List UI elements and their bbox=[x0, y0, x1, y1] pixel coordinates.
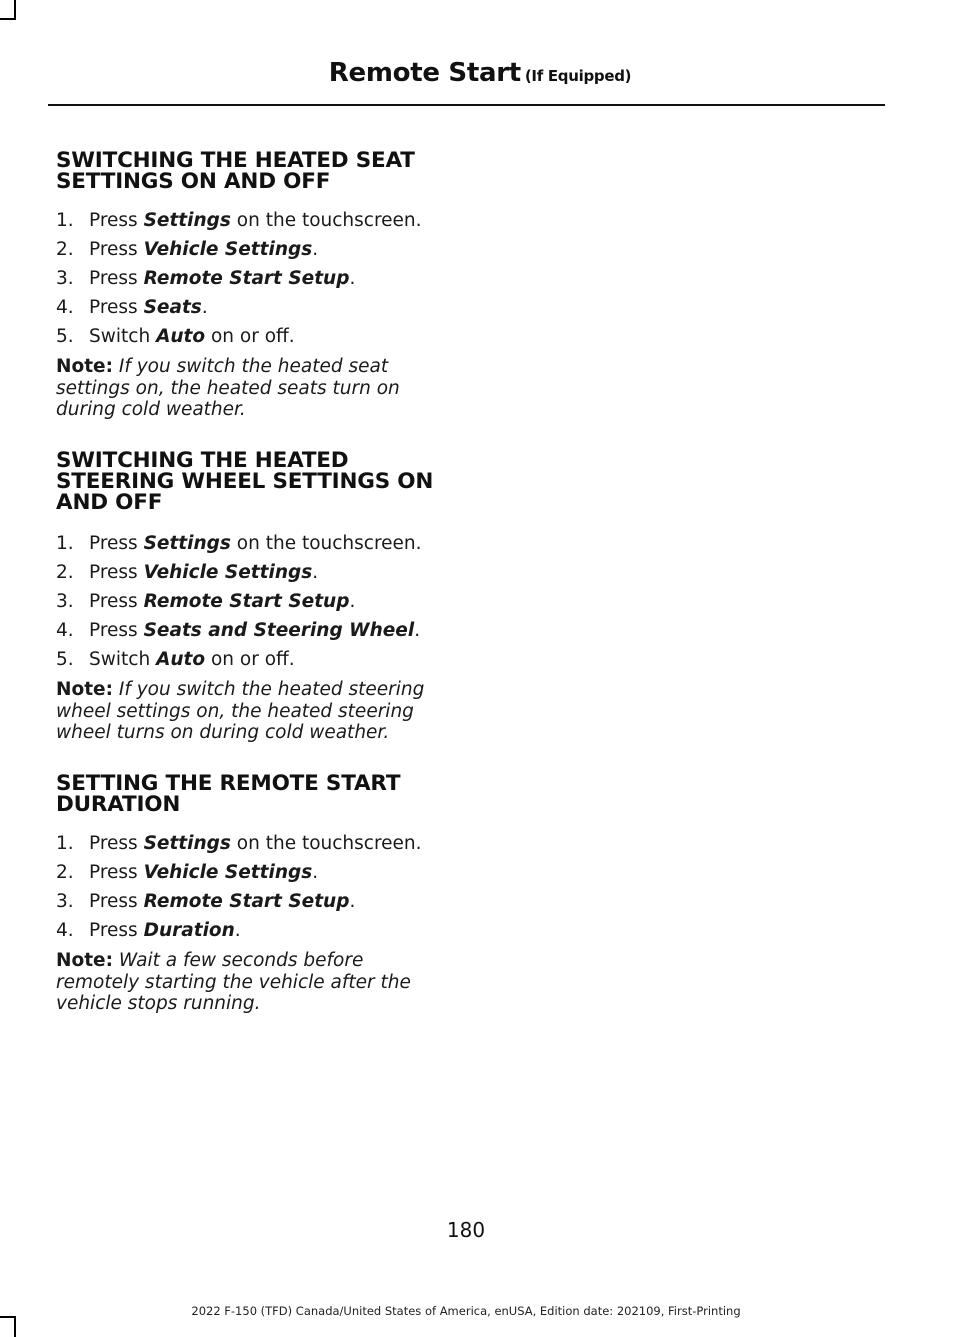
step-rest: . bbox=[414, 620, 421, 641]
step-rest: . bbox=[312, 562, 319, 583]
step-term: Remote Start Setup bbox=[143, 268, 350, 289]
step-item bbox=[56, 862, 318, 883]
step-item bbox=[56, 239, 318, 260]
step-rest: on the touchscreen. bbox=[230, 210, 422, 231]
step-number: 2. bbox=[56, 562, 74, 583]
step-number: 4. bbox=[56, 297, 74, 318]
step-term: Vehicle Settings bbox=[143, 239, 313, 260]
step-item bbox=[56, 562, 318, 583]
step-rest: . bbox=[234, 920, 241, 941]
step-item bbox=[56, 620, 420, 641]
header-subtitle: (If Equipped) bbox=[524, 67, 632, 85]
step-number: 1. bbox=[56, 210, 74, 231]
note-text: If you switch the heated seat settings on, the heated seats turn on during cold weather. bbox=[56, 356, 400, 420]
step-term: Auto bbox=[156, 326, 206, 347]
step-verb: Switch bbox=[89, 326, 151, 347]
heading-line: AND OFF bbox=[56, 490, 163, 515]
step-verb: Press bbox=[89, 620, 138, 641]
step-item bbox=[56, 297, 208, 318]
note-label: Note: bbox=[56, 950, 113, 971]
step-verb: Press bbox=[89, 533, 138, 554]
section-heading bbox=[56, 150, 456, 192]
step-term: Remote Start Setup bbox=[143, 591, 350, 612]
header-rule bbox=[48, 104, 885, 106]
step-term: Settings bbox=[143, 533, 231, 554]
step-rest: . bbox=[349, 268, 356, 289]
heading-line: STEERING WHEEL SETTINGS ON bbox=[56, 469, 434, 494]
step-number: 5. bbox=[56, 326, 74, 347]
heading-line: SWITCHING THE HEATED bbox=[56, 448, 349, 473]
note-label: Note: bbox=[56, 679, 113, 700]
step-verb: Press bbox=[89, 920, 138, 941]
step-item bbox=[56, 833, 422, 854]
step-rest: . bbox=[312, 239, 319, 260]
section-heading bbox=[56, 450, 456, 513]
crop-mark bbox=[14, 0, 16, 18]
edition-footer: 2022 F-150 (TFD) Canada/United States of America, enUSA, Edition date: 202109, First-Printing bbox=[191, 1304, 741, 1318]
step-number: 1. bbox=[56, 833, 74, 854]
note-text: If you switch the heated steering wheel settings on, the heated steering wheel turns on during cold weather. bbox=[56, 679, 425, 743]
crop-mark bbox=[14, 1318, 16, 1337]
step-number: 3. bbox=[56, 891, 74, 912]
step-item bbox=[56, 920, 241, 941]
step-verb: Press bbox=[89, 891, 138, 912]
page-header-title bbox=[0, 58, 960, 88]
step-term: Seats and Steering Wheel bbox=[143, 620, 415, 641]
step-number: 5. bbox=[56, 649, 74, 670]
heading-line: SETTINGS ON AND OFF bbox=[56, 169, 331, 194]
step-rest: on or off. bbox=[205, 649, 295, 670]
step-verb: Press bbox=[89, 268, 138, 289]
step-verb: Press bbox=[89, 562, 138, 583]
step-item bbox=[56, 268, 355, 289]
step-rest: . bbox=[349, 591, 356, 612]
step-verb: Press bbox=[89, 210, 138, 231]
step-term: Remote Start Setup bbox=[143, 891, 350, 912]
step-rest: on the touchscreen. bbox=[230, 533, 422, 554]
step-item bbox=[56, 891, 355, 912]
step-number: 3. bbox=[56, 268, 74, 289]
step-number: 1. bbox=[56, 533, 74, 554]
step-number: 4. bbox=[56, 920, 74, 941]
note bbox=[56, 950, 451, 1015]
step-number: 2. bbox=[56, 239, 74, 260]
step-term: Duration bbox=[143, 920, 235, 941]
page-number: 180 bbox=[446, 1218, 486, 1242]
heading-line: DURATION bbox=[56, 792, 181, 817]
crop-mark bbox=[0, 18, 16, 20]
step-term: Seats bbox=[143, 297, 202, 318]
step-term: Auto bbox=[156, 649, 206, 670]
step-verb: Press bbox=[89, 862, 138, 883]
header-title-text: Remote Start bbox=[328, 58, 521, 88]
step-item bbox=[56, 533, 422, 554]
step-term: Settings bbox=[143, 210, 231, 231]
step-rest: on or off. bbox=[205, 326, 295, 347]
step-verb: Press bbox=[89, 297, 138, 318]
step-verb: Press bbox=[89, 239, 138, 260]
step-rest: . bbox=[201, 297, 208, 318]
heading-line: SETTING THE REMOTE START bbox=[56, 771, 401, 796]
step-verb: Press bbox=[89, 833, 138, 854]
step-rest: . bbox=[349, 891, 356, 912]
step-number: 3. bbox=[56, 591, 74, 612]
step-verb: Switch bbox=[89, 649, 151, 670]
step-number: 2. bbox=[56, 862, 74, 883]
step-rest: on the touchscreen. bbox=[230, 833, 422, 854]
step-item bbox=[56, 326, 295, 347]
section-heading bbox=[56, 773, 456, 815]
step-verb: Press bbox=[89, 591, 138, 612]
step-item bbox=[56, 210, 422, 231]
note-label: Note: bbox=[56, 356, 113, 377]
step-term: Vehicle Settings bbox=[143, 862, 313, 883]
step-item bbox=[56, 649, 295, 670]
note bbox=[56, 679, 451, 744]
step-rest: . bbox=[312, 862, 319, 883]
step-number: 4. bbox=[56, 620, 74, 641]
step-item bbox=[56, 591, 355, 612]
step-term: Vehicle Settings bbox=[143, 562, 313, 583]
note-text: Wait a few seconds before remotely starting the vehicle after the vehicle stops running. bbox=[56, 950, 411, 1014]
heading-line: SWITCHING THE HEATED SEAT bbox=[56, 148, 415, 173]
note bbox=[56, 356, 451, 421]
step-term: Settings bbox=[143, 833, 231, 854]
